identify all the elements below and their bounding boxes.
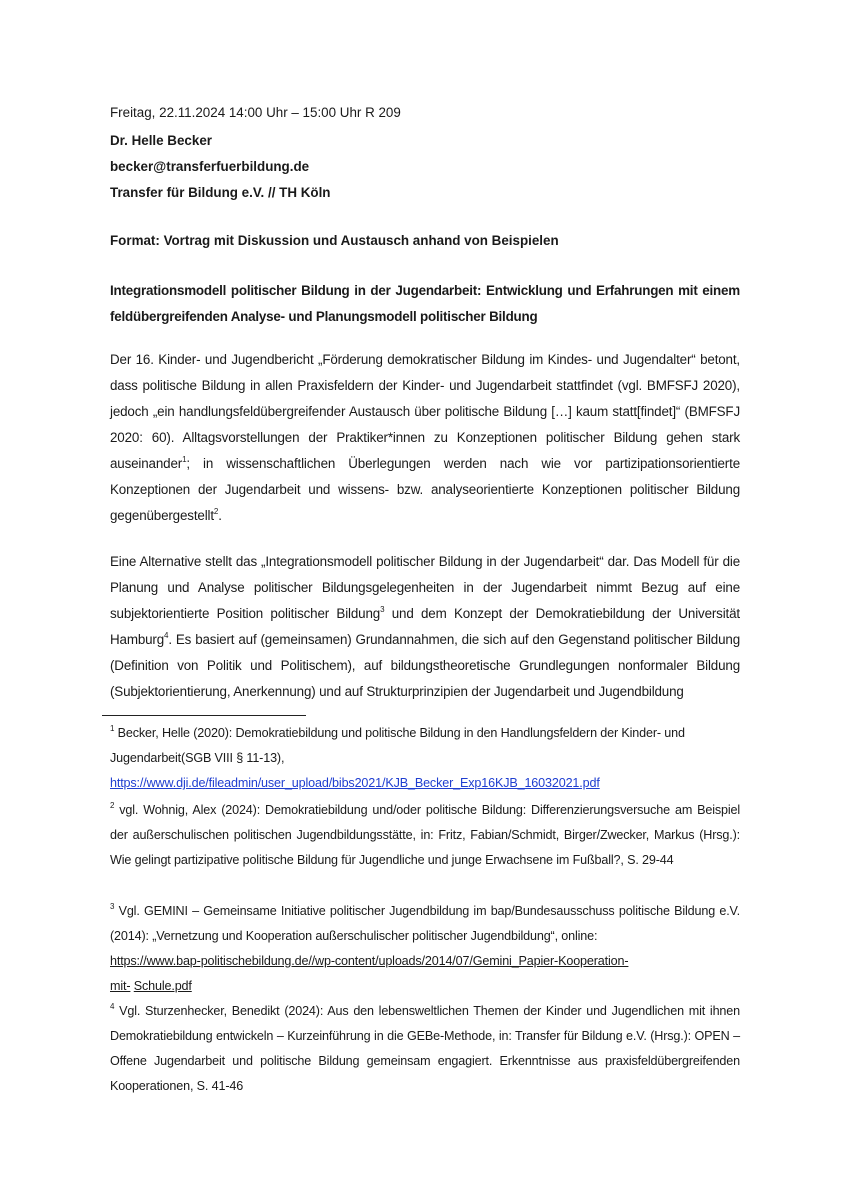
footnote-text: vgl. Wohnig, Alex (2024): Demokratiebildung und/oder politische Bildung: Differenzierungsversuche am Beispiel der außerschulischen politischen Jugendbildungsstätte, in: Fritz, Fabian/Schmidt, Birger/Zwecker, Markus (Hrsg.): Wie gelingt partizipative politische Bildung für Jugendliche und junge Erwachsene im Fußball?, S. 29-44 <box>110 803 740 867</box>
footnote-number: 3 <box>110 902 115 911</box>
talk-title-line-2: feldübergreifenden Analyse- und Planungsmodell politischer Bildung <box>110 309 538 324</box>
paragraph-1-text-a: Der 16. Kinder- und Jugendbericht „Förderung demokratischer Bildung im Kindes- und Jugendalter“ betont, dass politische Bildung in allen Praxisfeldern der Kinder- und Jugendarbeit stattfindet (vgl. BMFSFJ 2020), jedoch „ein handlungsfeldübergreifender Austausch über politische Bildung […] kaum statt[findet]“ (BMFSFJ 2020: 60). Alltagsvorstellungen der Praktiker*innen zu Konzeptionen politischer Bildung gehen stark auseinander <box>110 352 740 471</box>
speaker-email: becker@transferfuerbildung.de <box>110 159 310 174</box>
paragraph-1 <box>110 347 740 529</box>
footnote-ref-3[interactable]: 3 <box>380 605 385 614</box>
format-line: Format: Vortrag mit Diskussion und Austausch anhand von Beispielen <box>110 233 559 248</box>
footnote-2 <box>110 798 740 873</box>
footnote-1 <box>110 721 740 796</box>
paragraph-2-text-c: . Es basiert auf (gemeinsamen) Grundannahmen, die sich auf den Gegenstand politischer Bildung (Definition von Politik und Politischem), auf bildungstheoretische Grundlegungen nonformaler Bildung (Subjektorientierung, Anerkennung) und auf Strukturprinzipien der Jugendarbeit und Jugendbildung <box>110 632 740 699</box>
footnote-link-bap-line-1[interactable]: https://www.bap-politischebildung.de//wp-content/uploads/2014/07/Gemini_Papier-Kooperation- <box>110 954 629 968</box>
talk-title-line-1: Integrationsmodell politischer Bildung in der Jugendarbeit: Entwicklung und Erfahrungen mit einem <box>110 283 740 298</box>
paragraph-1-text-c: . <box>218 508 222 523</box>
footnote-text: Vgl. GEMINI – Gemeinsame Initiative politischer Jugendbildung im bap/Bundesausschuss politische Bildung e.V. (2014): „Vernetzung und Kooperation außerschulischer politischer Jugendbildung“, online: <box>110 904 740 943</box>
speaker-name: Dr. Helle Becker <box>110 133 212 148</box>
speaker-affiliation: Transfer für Bildung e.V. // TH Köln <box>110 185 331 200</box>
footnote-number: 2 <box>110 801 115 810</box>
footnote-link-dji[interactable]: https://www.dji.de/fileadmin/user_upload/bibs2021/KJB_Becker_Exp16KJB_16032021.pdf <box>110 776 600 790</box>
footnote-3 <box>110 899 740 999</box>
footnote-4 <box>110 999 740 1099</box>
footnote-text: Becker, Helle (2020): Demokratiebildung und politische Bildung in den Handlungsfeldern der Kinder- und Jugendarbeit(SGB VIII § 11-13), <box>110 726 685 765</box>
paragraph-2-text-a: Eine Alternative stellt das „Integrationsmodell politischer Bildung in der Jugendarbeit“ dar. Das Modell für die Planung und Analyse politischer Bildungsgelegenheiten in der Jugendarbeit nimmt Bezug auf eine subjektorientierte Position politischer Bildung <box>110 554 740 621</box>
footnote-ref-2[interactable]: 2 <box>213 507 219 516</box>
footnote-separator <box>102 715 306 716</box>
paragraph-1-text-b: ; in wissenschaftlichen Überlegungen werden nach wie vor partizipationsorientierte Konzeptionen der Jugendarbeit und wissens- bzw. analyseorientierte Konzeptionen politischer Bildung gegenübergestellt <box>110 456 740 523</box>
footnote-number: 1 <box>110 724 115 733</box>
footnote-text: Vgl. Sturzenhecker, Benedikt (2024): Aus den lebensweltlichen Themen der Kinder und Jugendlichen mit ihnen Demokratiebildung entwickeln – Kurzeinführung in die GEBe-Methode, in: Transfer für Bildung e.V. (Hrsg.): OPEN – Offene Jugendarbeit und politische Bildung gemeinsam engagiert. Erkenntnisse aus praxisfeldübergreifenden Kooperationen, S. 41-46 <box>110 1004 740 1093</box>
footnote-link-bap-line-2a[interactable]: mit- <box>110 979 131 993</box>
footnote-ref-1[interactable]: 1 <box>182 455 187 464</box>
footnote-number: 4 <box>110 1002 115 1011</box>
date-line: Freitag, 22.11.2024 14:00 Uhr – 15:00 Uhr R 209 <box>110 105 401 120</box>
paragraph-2 <box>110 549 740 705</box>
footnote-ref-4[interactable]: 4 <box>164 631 169 640</box>
paragraph-2-text-b: und dem Konzept der Demokratiebildung der Universität Hamburg <box>110 606 740 647</box>
footnote-link-bap-line-2b[interactable]: Schule.pdf <box>133 979 192 993</box>
